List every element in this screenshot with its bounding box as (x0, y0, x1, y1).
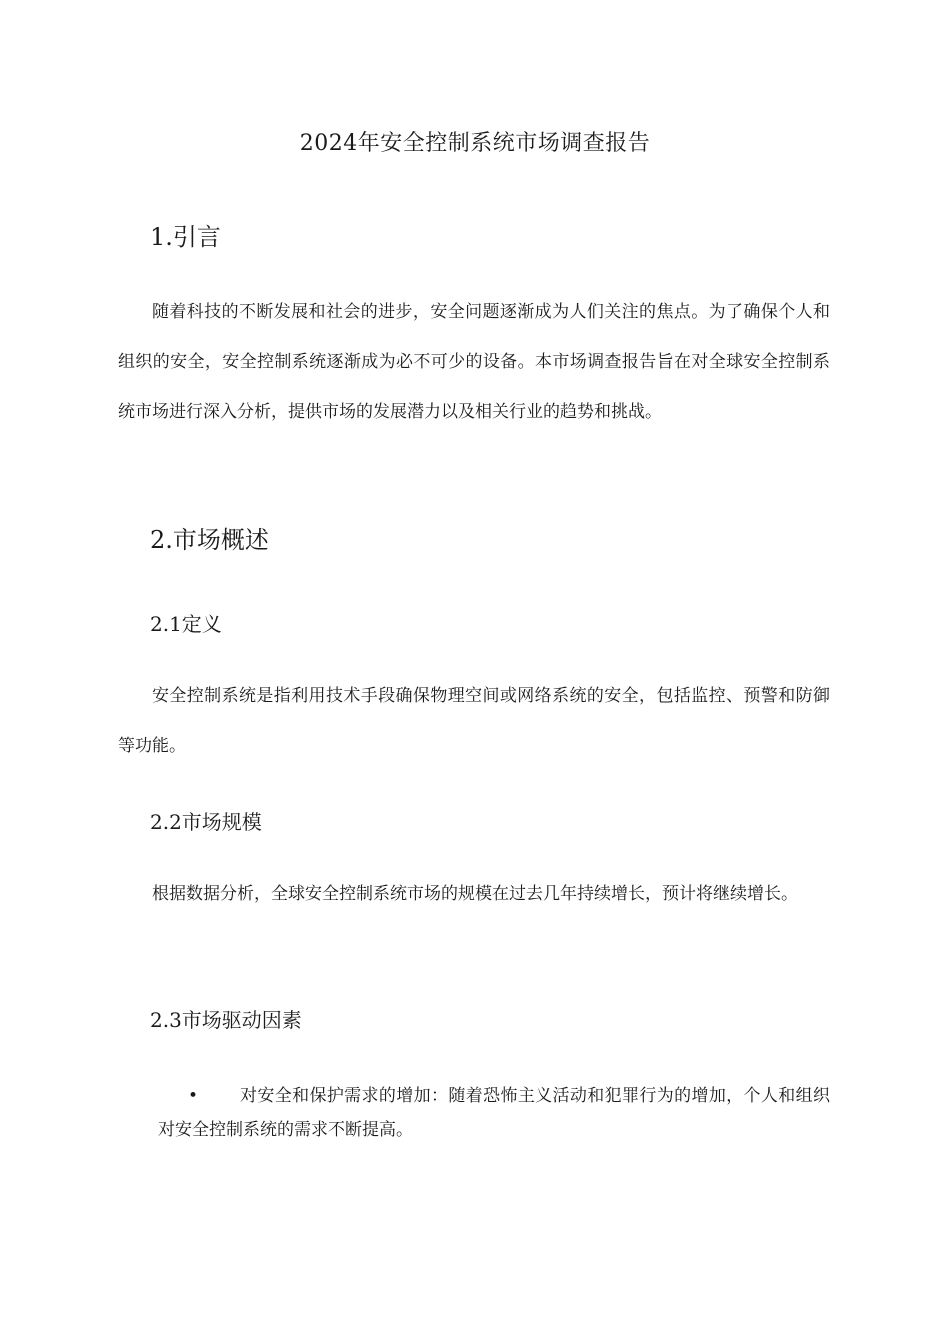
market-size-paragraph: 根据数据分析，全球安全控制系统市场的规模在过去几年持续增长，预计将继续增长。 (152, 884, 798, 904)
subsection-heading-market-drivers: 2.3市场驱动因素 (150, 1008, 302, 1032)
list-item (150, 1079, 830, 1147)
subsection-heading-market-size: 2.2市场规模 (150, 810, 262, 834)
section-heading-market-overview: 2.市场概述 (150, 526, 269, 554)
definition-paragraph: 安全控制系统是指利用技术手段确保物理空间或网络系统的安全，包括监控、预警和防御等功能。 (118, 686, 830, 756)
introduction-paragraph: 随着科技的不断发展和社会的进步，安全问题逐渐成为人们关注的焦点。为了确保个人和组织的安全，安全控制系统逐渐成为必不可少的设备。本市场调查报告旨在对全球安全控制系统市场进行深入分析，提供市场的发展潜力以及相关行业的趋势和挑战。 (118, 302, 830, 422)
bullet-text: 对安全和保护需求的增加：随着恐怖主义活动和犯罪行为的增加，个人和组织对安全控制系统的需求不断提高。 (158, 1086, 830, 1140)
bullet-marker: • (188, 1086, 199, 1106)
document-title: 2024年安全控制系统市场调查报告 (299, 131, 651, 156)
section-heading-introduction: 1.引言 (150, 223, 221, 251)
subsection-heading-definition: 2.1定义 (150, 612, 222, 636)
